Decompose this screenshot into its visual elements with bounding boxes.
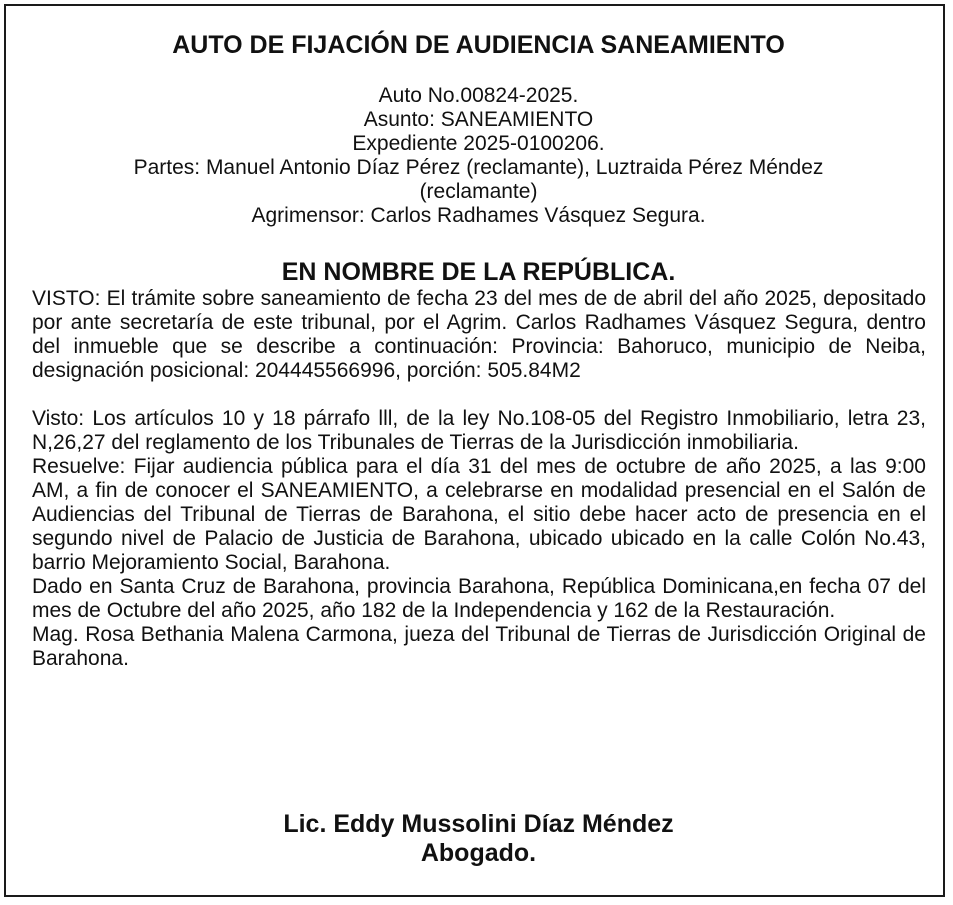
partes-line-1: Partes: Manuel Antonio Díaz Pérez (reclamante), Luztraida Pérez Méndez <box>133 156 824 179</box>
paragraph-visto-2: Visto: Los artículos 10 y 18 párrafo lll, de la ley No.108-05 del Registro Inmobiliario, letra 23, N,26,27 del reglamento de los Tribunales de Tierras de la Jurisdicción inmobiliaria. <box>32 407 926 454</box>
paragraph-visto-1: VISTO: El trámite sobre saneamiento de fecha 23 del mes de de abril del año 2025, depositado por ante secretaría de este tribunal, por el Agrim. Carlos Radhames Vásquez Segura, dentro del inmueble que se describe a continuación: Provincia: Bahoruco, municipio de Neiba, designación posicional: 204445566996, porción: 505.84M2 <box>32 287 926 382</box>
asunto: Asunto: SANEAMIENTO <box>363 108 594 131</box>
auto-number: Auto No.00824-2025. <box>378 84 579 107</box>
paragraph-dado: Dado en Santa Cruz de Barahona, provincia Barahona, República Dominicana,en fecha 07 del mes de Octubre del año 2025, año 182 de la Independencia y 162 de la Restauración. <box>32 575 926 622</box>
signature-role: Abogado. <box>420 839 537 867</box>
partes-line-2: (reclamante) <box>419 180 538 203</box>
signature-block <box>6 810 951 868</box>
case-metadata <box>6 84 951 228</box>
expediente: Expediente 2025-0100206. <box>352 132 605 155</box>
paragraph-spacer <box>32 383 926 407</box>
signature-name: Lic. Eddy Mussolini Díaz Méndez <box>283 810 674 838</box>
document-body <box>32 287 926 671</box>
section-heading: EN NOMBRE DE LA REPÚBLICA. <box>281 258 676 286</box>
paragraph-resuelve: Resuelve: Fijar audiencia pública para el día 31 del mes de octubre de año 2025, a las 9:00 AM, a fin de conocer el SANEAMIENTO, a celebrarse en modalidad presencial en el Salón de Audiencias del Tribunal de Tierras de Barahona, el sitio debe hacer acto de presencia en el segundo nivel de Palacio de Justicia de Barahona, ubicado ubicado en la calle Colón No.43, barrio Mejoramiento Social, Barahona. <box>32 455 926 574</box>
agrimensor: Agrimensor: Carlos Radhames Vásquez Segura. <box>251 204 706 227</box>
document-title: AUTO DE FIJACIÓN DE AUDIENCIA SANEAMIENTO <box>172 31 785 59</box>
document-border <box>4 4 945 897</box>
paragraph-mag: Mag. Rosa Bethania Malena Carmona, jueza del Tribunal de Tierras de Jurisdicción Original de Barahona. <box>32 623 926 670</box>
